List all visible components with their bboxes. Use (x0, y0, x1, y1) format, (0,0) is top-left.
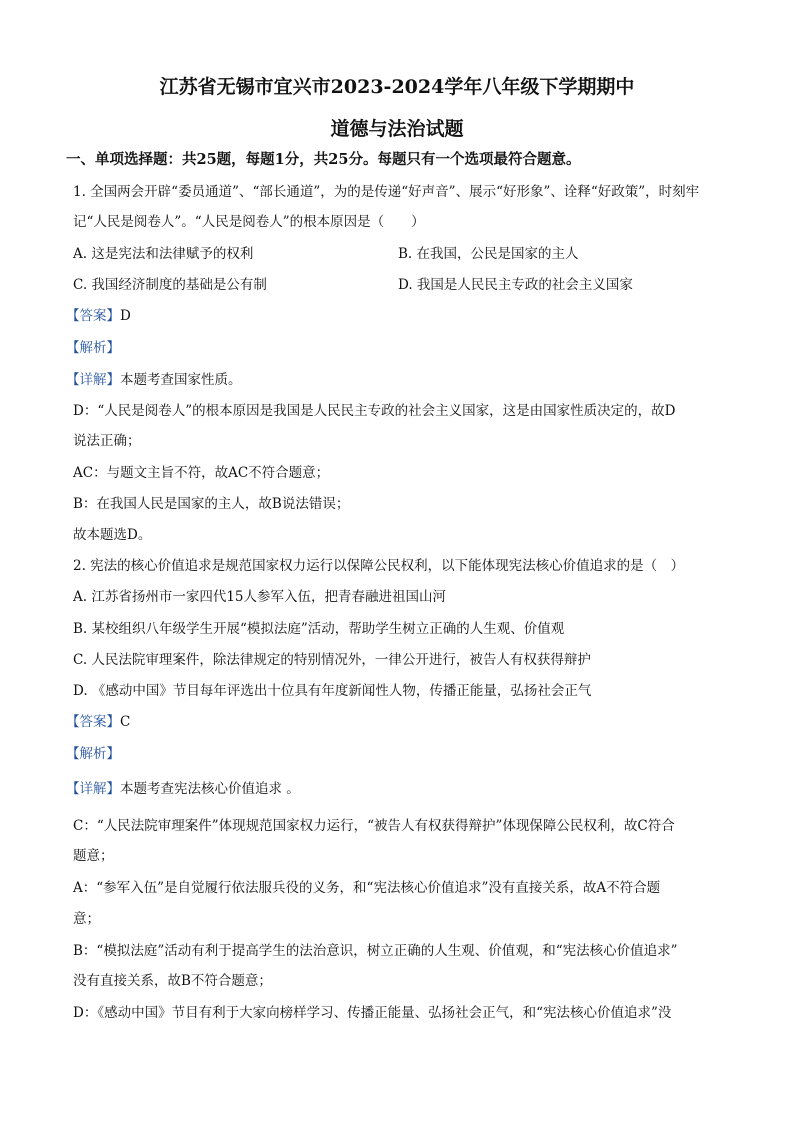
q2-detail-tag: 【详解】 (66, 781, 120, 797)
q1-stem-line1: 1. 全国两会开辟“委员通道”、“部长通道”，为的是传递“好声音”、展示“好形象”、诠释“好政策”，时刻牢 (73, 184, 700, 200)
q2-answer-tag: 【答案】 (66, 714, 120, 730)
q1-detail (66, 370, 242, 390)
q1-explain-line2: 说法正确； (73, 433, 141, 449)
q1-explain-line5: 故本题选D。 (73, 527, 152, 543)
q1-answer (66, 306, 131, 326)
q2-explain-line7: D：《感动中国》节目有利于大家向榜样学习、传播正能量、弘扬社会正气，和“宪法核心价值追求”没 (73, 1005, 672, 1021)
q1-option-c: C. 我国经济制度的基础是公有制 (73, 277, 267, 293)
q2-explain-line3: A：“参军入伍”是自觉履行依法服兵役的义务，和“宪法核心价值追求”没有直接关系，故A不符合题 (73, 880, 661, 896)
q2-stem: 2. 宪法的核心价值追求是规范国家权力运行以保障公民权利，以下能体现宪法核心价值追求的是（ ） (73, 558, 685, 574)
q1-explain-line1: D：“人民是阅卷人”的根本原因是我国是人民民主专政的社会主义国家，这是由国家性质决定的，故D (73, 403, 676, 419)
q1-detail-tag: 【详解】 (66, 372, 120, 388)
q2-explain-line5: B：“模拟法庭”活动有利于提高学生的法治意识，树立正确的人生观、价值观，和“宪法核心价值追求” (73, 943, 678, 959)
q2-detail-text: 本题考查宪法核心价值追求 。 (120, 781, 300, 797)
document-title-line2: 道德与法治试题 (330, 118, 464, 140)
section-heading: 一、单项选择题：共25题，每题1分，共25分。每题只有一个选项最符合题意。 (66, 151, 581, 168)
q2-explain-line2: 题意； (73, 848, 114, 864)
q2-option-b: B. 某校组织八年级学生开展“模拟法庭”活动，帮助学生树立正确的人生观、价值观 (73, 621, 565, 637)
document-title-line1: 江苏省无锡市宜兴市2023-2024学年八年级下学期期中 (159, 76, 635, 98)
q2-answer (66, 712, 130, 732)
q1-option-a: A. 这是宪法和法律赋予的权利 (73, 246, 254, 262)
q2-analysis-tag: 【解析】 (66, 746, 120, 762)
q1-explain-line4: B：在我国人民是国家的主人，故B说法错误； (73, 496, 350, 512)
q2-answer-value: C (120, 714, 131, 730)
q2-explain-line1: C：“人民法院审理案件”体现规范国家权力运行，“被告人有权获得辩护”体现保障公民权利，故C符合 (73, 818, 675, 834)
q2-explain-line6: 没有直接关系，故B不符合题意； (73, 973, 272, 989)
q2-option-d: D. 《感动中国》节目每年评选出十位具有年度新闻性人物，传播正能量，弘扬社会正气 (73, 683, 592, 699)
q1-answer-value: D (120, 308, 131, 324)
q2-detail (66, 779, 300, 799)
q1-option-d: D. 我国是人民民主专政的社会主义国家 (398, 277, 633, 293)
q1-stem-line2: 记“人民是阅卷人”。“人民是阅卷人”的根本原因是（ ） (73, 214, 425, 230)
q1-option-b: B. 在我国，公民是国家的主人 (398, 246, 579, 262)
q1-explain-line3: AC：与题文主旨不符，故AC不符合题意； (73, 465, 330, 481)
q1-answer-tag: 【答案】 (66, 308, 120, 324)
q1-analysis-tag: 【解析】 (66, 340, 120, 356)
q2-explain-line4: 意； (73, 911, 100, 927)
q1-detail-text: 本题考查国家性质。 (120, 372, 242, 388)
q2-option-c: C. 人民法院审理案件，除法律规定的特别情况外，一律公开进行，被告人有权获得辩护 (73, 652, 591, 668)
q2-option-a: A. 江苏省扬州市一家四代15人参军入伍，把青春融进祖国山河 (73, 589, 447, 605)
